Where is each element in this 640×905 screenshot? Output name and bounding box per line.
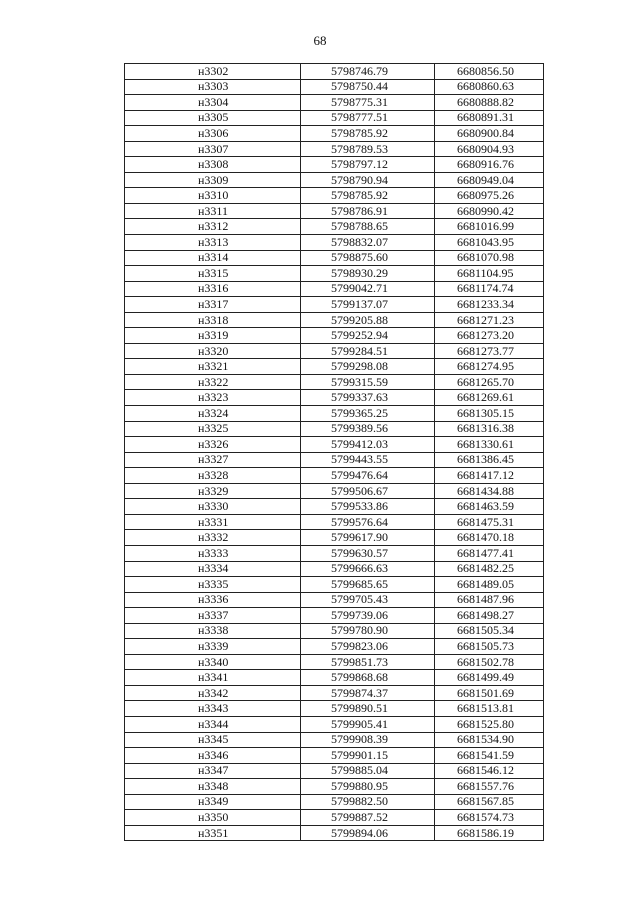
y-coordinate-cell: 6680856.50 bbox=[435, 64, 544, 80]
y-coordinate-cell: 6681043.95 bbox=[435, 235, 544, 251]
point-id-cell: н3327 bbox=[125, 452, 301, 468]
point-id-cell: н3328 bbox=[125, 468, 301, 484]
x-coordinate-cell: 5799315.59 bbox=[301, 374, 435, 390]
point-id-cell: н3330 bbox=[125, 499, 301, 515]
table-row bbox=[125, 126, 544, 142]
x-coordinate-cell: 5799412.03 bbox=[301, 437, 435, 453]
point-id-cell: н3331 bbox=[125, 514, 301, 530]
y-coordinate-cell: 6681477.41 bbox=[435, 545, 544, 561]
point-id-cell: н3318 bbox=[125, 312, 301, 328]
x-coordinate-cell: 5798797.12 bbox=[301, 157, 435, 173]
y-coordinate-cell: 6681498.27 bbox=[435, 608, 544, 624]
x-coordinate-cell: 5799284.51 bbox=[301, 343, 435, 359]
point-id-cell: н3317 bbox=[125, 297, 301, 313]
x-coordinate-cell: 5799205.88 bbox=[301, 312, 435, 328]
point-id-cell: н3312 bbox=[125, 219, 301, 235]
x-coordinate-cell: 5799908.39 bbox=[301, 732, 435, 748]
table-row bbox=[125, 716, 544, 732]
point-id-cell: н3344 bbox=[125, 716, 301, 732]
table-row bbox=[125, 172, 544, 188]
table-row bbox=[125, 545, 544, 561]
y-coordinate-cell: 6680888.82 bbox=[435, 95, 544, 111]
x-coordinate-cell: 5798775.31 bbox=[301, 95, 435, 111]
y-coordinate-cell: 6681541.59 bbox=[435, 748, 544, 764]
table-row bbox=[125, 499, 544, 515]
x-coordinate-cell: 5799533.86 bbox=[301, 499, 435, 515]
table-row bbox=[125, 79, 544, 95]
x-coordinate-cell: 5799874.37 bbox=[301, 685, 435, 701]
y-coordinate-cell: 6681475.31 bbox=[435, 514, 544, 530]
x-coordinate-cell: 5799882.50 bbox=[301, 794, 435, 810]
y-coordinate-cell: 6681273.77 bbox=[435, 343, 544, 359]
table-row bbox=[125, 810, 544, 826]
x-coordinate-cell: 5799901.15 bbox=[301, 748, 435, 764]
point-id-cell: н3307 bbox=[125, 141, 301, 157]
point-id-cell: н3333 bbox=[125, 545, 301, 561]
table-row bbox=[125, 219, 544, 235]
x-coordinate-cell: 5798875.60 bbox=[301, 250, 435, 266]
x-coordinate-cell: 5798930.29 bbox=[301, 266, 435, 282]
y-coordinate-cell: 6681470.18 bbox=[435, 530, 544, 546]
x-coordinate-cell: 5799880.95 bbox=[301, 779, 435, 795]
table-row bbox=[125, 188, 544, 204]
point-id-cell: н3345 bbox=[125, 732, 301, 748]
y-coordinate-cell: 6681502.78 bbox=[435, 654, 544, 670]
table-row bbox=[125, 421, 544, 437]
point-id-cell: н3320 bbox=[125, 343, 301, 359]
x-coordinate-cell: 5798788.65 bbox=[301, 219, 435, 235]
x-coordinate-cell: 5799780.90 bbox=[301, 623, 435, 639]
point-id-cell: н3316 bbox=[125, 281, 301, 297]
point-id-cell: н3347 bbox=[125, 763, 301, 779]
table-row bbox=[125, 110, 544, 126]
point-id-cell: н3348 bbox=[125, 779, 301, 795]
x-coordinate-cell: 5799298.08 bbox=[301, 359, 435, 375]
table-row bbox=[125, 374, 544, 390]
table-row bbox=[125, 748, 544, 764]
y-coordinate-cell: 6681534.90 bbox=[435, 732, 544, 748]
coordinates-table-body bbox=[125, 64, 544, 841]
x-coordinate-cell: 5799666.63 bbox=[301, 561, 435, 577]
y-coordinate-cell: 6681305.15 bbox=[435, 406, 544, 422]
point-id-cell: н3309 bbox=[125, 172, 301, 188]
x-coordinate-cell: 5799617.90 bbox=[301, 530, 435, 546]
x-coordinate-cell: 5799887.52 bbox=[301, 810, 435, 826]
point-id-cell: н3315 bbox=[125, 266, 301, 282]
point-id-cell: н3308 bbox=[125, 157, 301, 173]
x-coordinate-cell: 5799868.68 bbox=[301, 670, 435, 686]
x-coordinate-cell: 5799137.07 bbox=[301, 297, 435, 313]
table-row bbox=[125, 623, 544, 639]
x-coordinate-cell: 5799576.64 bbox=[301, 514, 435, 530]
x-coordinate-cell: 5799894.06 bbox=[301, 825, 435, 841]
table-row bbox=[125, 685, 544, 701]
point-id-cell: н3306 bbox=[125, 126, 301, 142]
point-id-cell: н3323 bbox=[125, 390, 301, 406]
point-id-cell: н3310 bbox=[125, 188, 301, 204]
point-id-cell: н3304 bbox=[125, 95, 301, 111]
table-row bbox=[125, 608, 544, 624]
y-coordinate-cell: 6681505.73 bbox=[435, 639, 544, 655]
y-coordinate-cell: 6681386.45 bbox=[435, 452, 544, 468]
table-row bbox=[125, 577, 544, 593]
y-coordinate-cell: 6681271.23 bbox=[435, 312, 544, 328]
page-number: 68 bbox=[313, 33, 327, 48]
x-coordinate-cell: 5798789.53 bbox=[301, 141, 435, 157]
x-coordinate-cell: 5799443.55 bbox=[301, 452, 435, 468]
y-coordinate-cell: 6681505.34 bbox=[435, 623, 544, 639]
y-coordinate-cell: 6681463.59 bbox=[435, 499, 544, 515]
y-coordinate-cell: 6680916.76 bbox=[435, 157, 544, 173]
x-coordinate-cell: 5799042.71 bbox=[301, 281, 435, 297]
table-row bbox=[125, 483, 544, 499]
x-coordinate-cell: 5799476.64 bbox=[301, 468, 435, 484]
table-row bbox=[125, 64, 544, 80]
x-coordinate-cell: 5799823.06 bbox=[301, 639, 435, 655]
point-id-cell: н3324 bbox=[125, 406, 301, 422]
table-row bbox=[125, 203, 544, 219]
x-coordinate-cell: 5799685.65 bbox=[301, 577, 435, 593]
point-id-cell: н3311 bbox=[125, 203, 301, 219]
y-coordinate-cell: 6680900.84 bbox=[435, 126, 544, 142]
table-row bbox=[125, 639, 544, 655]
point-id-cell: н3321 bbox=[125, 359, 301, 375]
y-coordinate-cell: 6680990.42 bbox=[435, 203, 544, 219]
y-coordinate-cell: 6681174.74 bbox=[435, 281, 544, 297]
table-row bbox=[125, 343, 544, 359]
x-coordinate-cell: 5799739.06 bbox=[301, 608, 435, 624]
table-row bbox=[125, 95, 544, 111]
y-coordinate-cell: 6681513.81 bbox=[435, 701, 544, 717]
point-id-cell: н3337 bbox=[125, 608, 301, 624]
x-coordinate-cell: 5799337.63 bbox=[301, 390, 435, 406]
point-id-cell: н3322 bbox=[125, 374, 301, 390]
table-row bbox=[125, 297, 544, 313]
y-coordinate-cell: 6681233.34 bbox=[435, 297, 544, 313]
table-row bbox=[125, 437, 544, 453]
x-coordinate-cell: 5799630.57 bbox=[301, 545, 435, 561]
point-id-cell: н3335 bbox=[125, 577, 301, 593]
x-coordinate-cell: 5798785.92 bbox=[301, 188, 435, 204]
table-row bbox=[125, 312, 544, 328]
point-id-cell: н3305 bbox=[125, 110, 301, 126]
x-coordinate-cell: 5798786.91 bbox=[301, 203, 435, 219]
point-id-cell: н3332 bbox=[125, 530, 301, 546]
y-coordinate-cell: 6681273.20 bbox=[435, 328, 544, 344]
x-coordinate-cell: 5798746.79 bbox=[301, 64, 435, 80]
table-row bbox=[125, 514, 544, 530]
x-coordinate-cell: 5798790.94 bbox=[301, 172, 435, 188]
table-row bbox=[125, 530, 544, 546]
x-coordinate-cell: 5799885.04 bbox=[301, 763, 435, 779]
point-id-cell: н3349 bbox=[125, 794, 301, 810]
table-row bbox=[125, 452, 544, 468]
y-coordinate-cell: 6681330.61 bbox=[435, 437, 544, 453]
point-id-cell: н3342 bbox=[125, 685, 301, 701]
x-coordinate-cell: 5798785.92 bbox=[301, 126, 435, 142]
y-coordinate-cell: 6681567.85 bbox=[435, 794, 544, 810]
y-coordinate-cell: 6681546.12 bbox=[435, 763, 544, 779]
point-id-cell: н3340 bbox=[125, 654, 301, 670]
point-id-cell: н3343 bbox=[125, 701, 301, 717]
point-id-cell: н3341 bbox=[125, 670, 301, 686]
point-id-cell: н3314 bbox=[125, 250, 301, 266]
table-row bbox=[125, 794, 544, 810]
point-id-cell: н3326 bbox=[125, 437, 301, 453]
y-coordinate-cell: 6681016.99 bbox=[435, 219, 544, 235]
y-coordinate-cell: 6680904.93 bbox=[435, 141, 544, 157]
y-coordinate-cell: 6681574.73 bbox=[435, 810, 544, 826]
x-coordinate-cell: 5799365.25 bbox=[301, 406, 435, 422]
table-row bbox=[125, 670, 544, 686]
point-id-cell: н3336 bbox=[125, 592, 301, 608]
point-id-cell: н3325 bbox=[125, 421, 301, 437]
table-row bbox=[125, 328, 544, 344]
table-row bbox=[125, 390, 544, 406]
x-coordinate-cell: 5798777.51 bbox=[301, 110, 435, 126]
y-coordinate-cell: 6681482.25 bbox=[435, 561, 544, 577]
table-row bbox=[125, 825, 544, 841]
table-row bbox=[125, 468, 544, 484]
point-id-cell: н3329 bbox=[125, 483, 301, 499]
y-coordinate-cell: 6680975.26 bbox=[435, 188, 544, 204]
x-coordinate-cell: 5799851.73 bbox=[301, 654, 435, 670]
table-row bbox=[125, 732, 544, 748]
point-id-cell: н3334 bbox=[125, 561, 301, 577]
point-id-cell: н3319 bbox=[125, 328, 301, 344]
y-coordinate-cell: 6681586.19 bbox=[435, 825, 544, 841]
point-id-cell: н3338 bbox=[125, 623, 301, 639]
y-coordinate-cell: 6681487.96 bbox=[435, 592, 544, 608]
table-row bbox=[125, 592, 544, 608]
y-coordinate-cell: 6681269.61 bbox=[435, 390, 544, 406]
table-row bbox=[125, 763, 544, 779]
x-coordinate-cell: 5799705.43 bbox=[301, 592, 435, 608]
x-coordinate-cell: 5799506.67 bbox=[301, 483, 435, 499]
table-row bbox=[125, 406, 544, 422]
table-row bbox=[125, 359, 544, 375]
point-id-cell: н3350 bbox=[125, 810, 301, 826]
point-id-cell: н3346 bbox=[125, 748, 301, 764]
y-coordinate-cell: 6681557.76 bbox=[435, 779, 544, 795]
y-coordinate-cell: 6681434.88 bbox=[435, 483, 544, 499]
table-row bbox=[125, 250, 544, 266]
y-coordinate-cell: 6680949.04 bbox=[435, 172, 544, 188]
y-coordinate-cell: 6681274.95 bbox=[435, 359, 544, 375]
x-coordinate-cell: 5799252.94 bbox=[301, 328, 435, 344]
table-row bbox=[125, 281, 544, 297]
x-coordinate-cell: 5798832.07 bbox=[301, 235, 435, 251]
table-row bbox=[125, 235, 544, 251]
point-id-cell: н3303 bbox=[125, 79, 301, 95]
point-id-cell: н3351 bbox=[125, 825, 301, 841]
y-coordinate-cell: 6681265.70 bbox=[435, 374, 544, 390]
y-coordinate-cell: 6681104.95 bbox=[435, 266, 544, 282]
y-coordinate-cell: 6681489.05 bbox=[435, 577, 544, 593]
x-coordinate-cell: 5799890.51 bbox=[301, 701, 435, 717]
y-coordinate-cell: 6681501.69 bbox=[435, 685, 544, 701]
y-coordinate-cell: 6681525.80 bbox=[435, 716, 544, 732]
y-coordinate-cell: 6681316.38 bbox=[435, 421, 544, 437]
table-row bbox=[125, 266, 544, 282]
point-id-cell: н3313 bbox=[125, 235, 301, 251]
y-coordinate-cell: 6681070.98 bbox=[435, 250, 544, 266]
x-coordinate-cell: 5799389.56 bbox=[301, 421, 435, 437]
x-coordinate-cell: 5799905.41 bbox=[301, 716, 435, 732]
y-coordinate-cell: 6680860.63 bbox=[435, 79, 544, 95]
y-coordinate-cell: 6681499.49 bbox=[435, 670, 544, 686]
table-row bbox=[125, 701, 544, 717]
x-coordinate-cell: 5798750.44 bbox=[301, 79, 435, 95]
point-id-cell: н3339 bbox=[125, 639, 301, 655]
table-row bbox=[125, 779, 544, 795]
table-row bbox=[125, 141, 544, 157]
point-id-cell: н3302 bbox=[125, 64, 301, 80]
coordinates-table bbox=[124, 63, 544, 841]
y-coordinate-cell: 6680891.31 bbox=[435, 110, 544, 126]
table-row bbox=[125, 157, 544, 173]
table-row bbox=[125, 654, 544, 670]
table-row bbox=[125, 561, 544, 577]
y-coordinate-cell: 6681417.12 bbox=[435, 468, 544, 484]
